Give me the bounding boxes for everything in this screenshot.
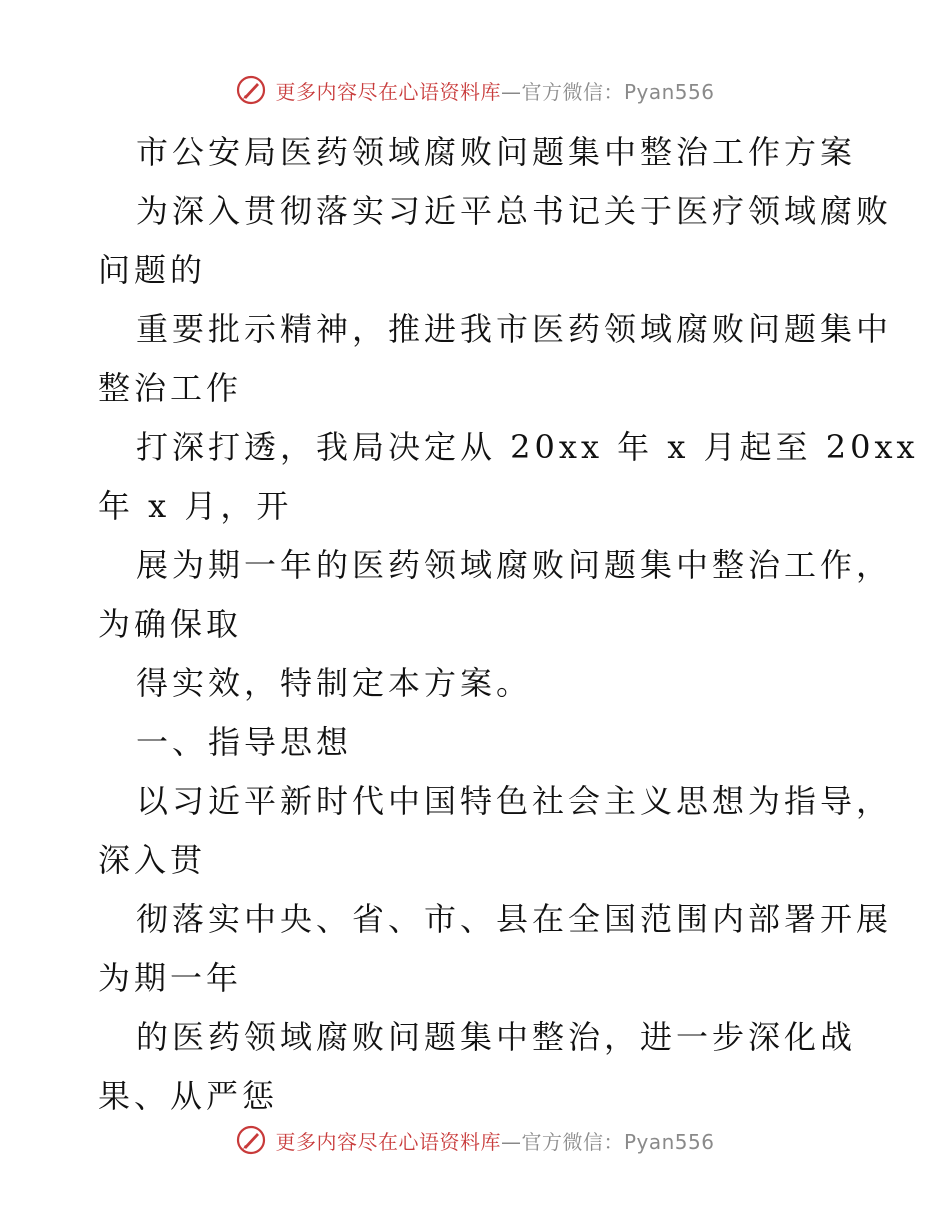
watermark-text (275, 76, 714, 105)
footer-watermark (0, 1120, 950, 1160)
header-watermark (0, 70, 950, 110)
watermark-brand: 更多内容尽在心语资料库 (275, 79, 501, 104)
paragraph-line: 的医药领域腐败问题集中整治，进一步深化战 (136, 1018, 857, 1056)
paragraph-line: 展为期一年的医药领域腐败问题集中整治工作， (136, 546, 893, 584)
watermark-wechat: 官方微信：Pyan556 (521, 1129, 715, 1154)
paragraph-line: 为深入贯彻落实习近平总书记关于医疗领域腐败 (136, 192, 893, 230)
watermark-separator: — (500, 1129, 522, 1154)
watermark-brand: 更多内容尽在心语资料库 (275, 1129, 501, 1154)
paragraph-line: 果、从严惩 (98, 1077, 279, 1115)
document-body (98, 123, 919, 1126)
paragraph-line: 为确保取 (98, 605, 243, 643)
paragraph-line: 得实效，特制定本方案。 (136, 664, 533, 702)
paragraph-line: 问题的 (98, 251, 207, 289)
paragraph-line: 深入贯 (98, 841, 207, 879)
quill-pen-logo-icon (235, 74, 267, 106)
watermark-text (275, 1126, 714, 1155)
section-heading: 一、指导思想 (136, 723, 353, 761)
watermark-wechat: 官方微信：Pyan556 (521, 79, 715, 104)
paragraph-line: 彻落实中央、省、市、县在全国范围内部署开展 (136, 900, 893, 938)
quill-pen-logo-icon (235, 1124, 267, 1156)
paragraph-line: 年 x 月，开 (98, 487, 293, 525)
paragraph-line: 整治工作 (98, 369, 243, 407)
paragraph-line: 打深打透，我局决定从 20xx 年 x 月起至 20xx (136, 428, 919, 466)
paragraph-line: 重要批示精神，推进我市医药领域腐败问题集中 (136, 310, 893, 348)
paragraph-line: 为期一年 (98, 959, 243, 997)
document-title: 市公安局医药领域腐败问题集中整治工作方案 (136, 133, 857, 171)
paragraph-line: 以习近平新时代中国特色社会主义思想为指导， (136, 782, 893, 820)
watermark-separator: — (500, 79, 522, 104)
